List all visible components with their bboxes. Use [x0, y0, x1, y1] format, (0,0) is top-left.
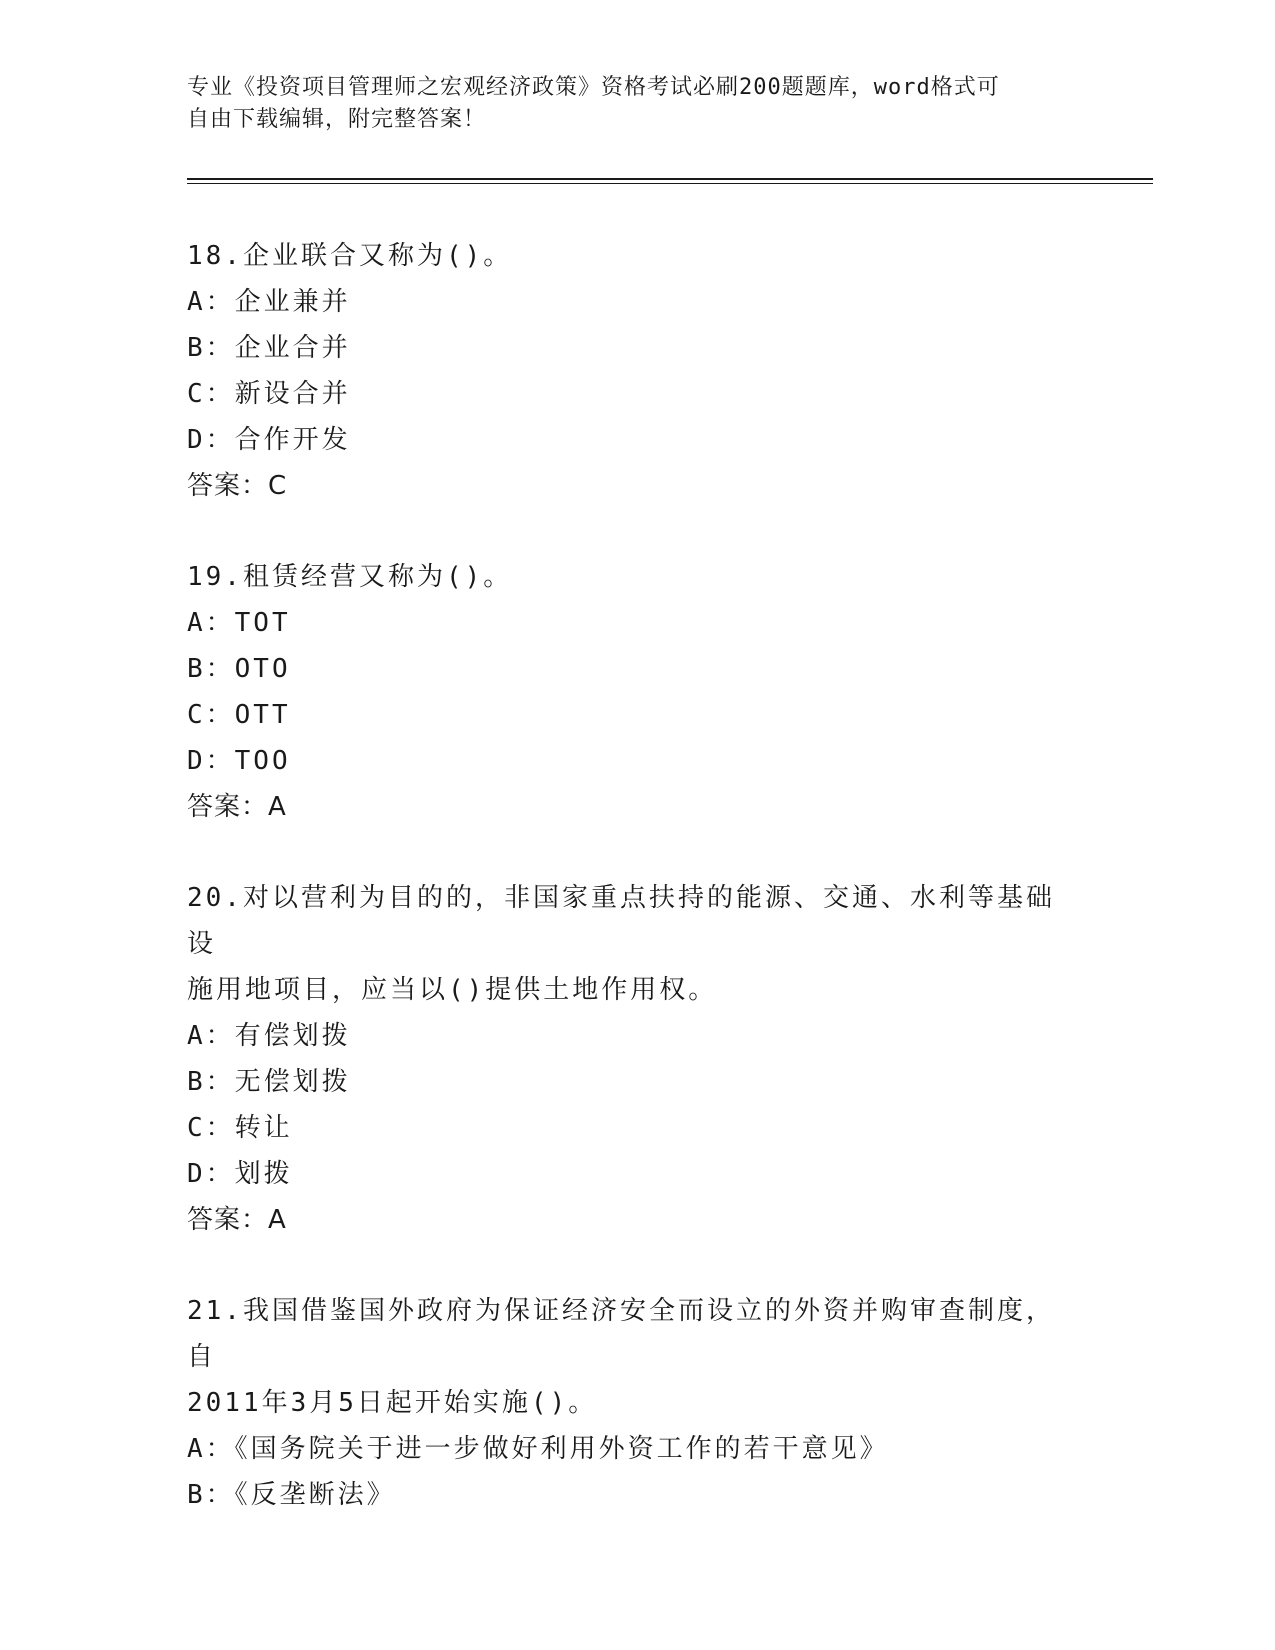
option-a: A：《国务院关于进一步做好利用外资工作的若干意见》: [187, 1434, 889, 1464]
option-a: A：有偿划拨: [187, 1021, 351, 1051]
header-divider-thick: [187, 178, 1153, 180]
option-b: B：《反垄断法》: [187, 1480, 396, 1510]
answer-line: 答案：A: [187, 792, 287, 822]
option-d: D：划拨: [187, 1159, 293, 1189]
question-stem-line-1: 21.我国借鉴国外政府为保证经济安全而设立的外资并购审查制度，自: [187, 1296, 1055, 1372]
option-b: B：无偿划拨: [187, 1067, 351, 1097]
option-b: B：OTO: [187, 654, 291, 684]
answer-line: 答案：A: [187, 1205, 287, 1235]
question-stem-line-2: 2011年3月5日起开始实施()。: [187, 1388, 598, 1418]
option-d: D：合作开发: [187, 425, 351, 455]
option-d: D：TOO: [187, 746, 291, 776]
option-c: C：新设合并: [187, 379, 351, 409]
option-a: A：企业兼并: [187, 287, 351, 317]
document-header: [187, 72, 1067, 136]
question-19: [187, 554, 1087, 830]
question-stem: 19.租赁经营又称为()。: [187, 562, 513, 592]
question-stem: 18.企业联合又称为()。: [187, 241, 513, 271]
header-divider-thin: [187, 183, 1153, 184]
option-c: C：OTT: [187, 700, 291, 730]
question-21: [187, 1288, 1087, 1518]
question-20: [187, 875, 1087, 1243]
question-stem-line-1: 20.对以营利为目的的，非国家重点扶持的能源、交通、水利等基础设: [187, 883, 1055, 959]
answer-line: 答案：C: [187, 471, 288, 501]
header-line-2: 自由下载编辑，附完整答案！: [187, 107, 487, 132]
question-18: [187, 233, 1087, 509]
option-a: A：TOT: [187, 608, 291, 638]
option-b: B：企业合并: [187, 333, 351, 363]
header-line-1: 专业《投资项目管理师之宏观经济政策》资格考试必刷200题题库，word格式可: [187, 75, 1000, 100]
question-list: [187, 233, 1087, 1563]
option-c: C：转让: [187, 1113, 293, 1143]
question-stem-line-2: 施用地项目，应当以()提供土地作用权。: [187, 975, 718, 1005]
